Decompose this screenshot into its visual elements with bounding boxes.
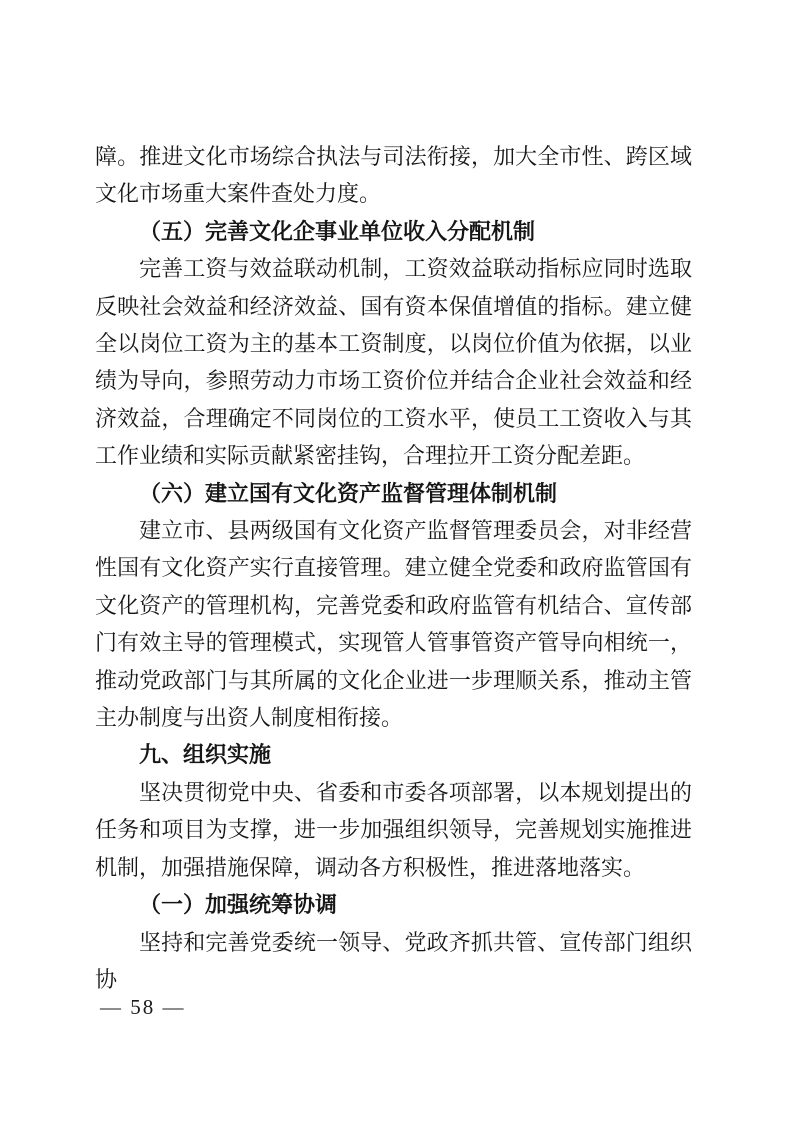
paragraph: 坚决贯彻党中央、省委和市委各项部署，以本规划提出的任务和项目为支撑，进一步加强组织领导，完善规划实施推进机制，加强措施保障，调动各方积极性，推进落地落实。 — [95, 779, 692, 880]
section-heading-5: （五）完善文化企事业单位收入分配机制 — [139, 218, 536, 244]
section-heading-6: （六）建立国有文化资产监督管理体制机制 — [139, 480, 558, 506]
chapter-heading-9: 九、组织实施 — [139, 742, 272, 768]
paragraph: 完善工资与效益联动机制，工资效益联动指标应同时选取反映社会效益和经济效益、国有资本保值增值的指标。建立健全以岗位工资为主的基本工资制度，以岗位价值为依据，以业绩为导向，参照劳动力市场工资价位并结合企业社会效益和经济效益，合理确定不同岗位的工资水平，使员工工资收入与其工作业绩和实际贡献紧密挂钩，合理拉开工资分配差距。 — [95, 256, 692, 469]
paragraph: 建立市、县两级国有文化资产监督管理委员会，对非经营性国有文化资产实行直接管理。建立健全党委和政府监管国有文化资产的管理机构，完善党委和政府监管有机结合、宣传部门有效主导的管理模式，实现管人管事管资产管导向相统一，推动党政部门与其所属的文化企业进一步理顺关系，推动主管主办制度与出资人制度相衔接。 — [95, 518, 692, 731]
page-number: — 58 — — [100, 995, 186, 1019]
section-heading-1: （一）加强统筹协调 — [139, 892, 338, 918]
paragraph-continued: 障。推进文化市场综合执法与司法衔接，加大全市性、跨区域文化市场重大案件查处力度。 — [95, 144, 692, 207]
document-content — [95, 138, 692, 998]
paragraph: 坚持和完善党委统一领导、党政齐抓共管、宣传部门组织协 — [95, 929, 692, 992]
